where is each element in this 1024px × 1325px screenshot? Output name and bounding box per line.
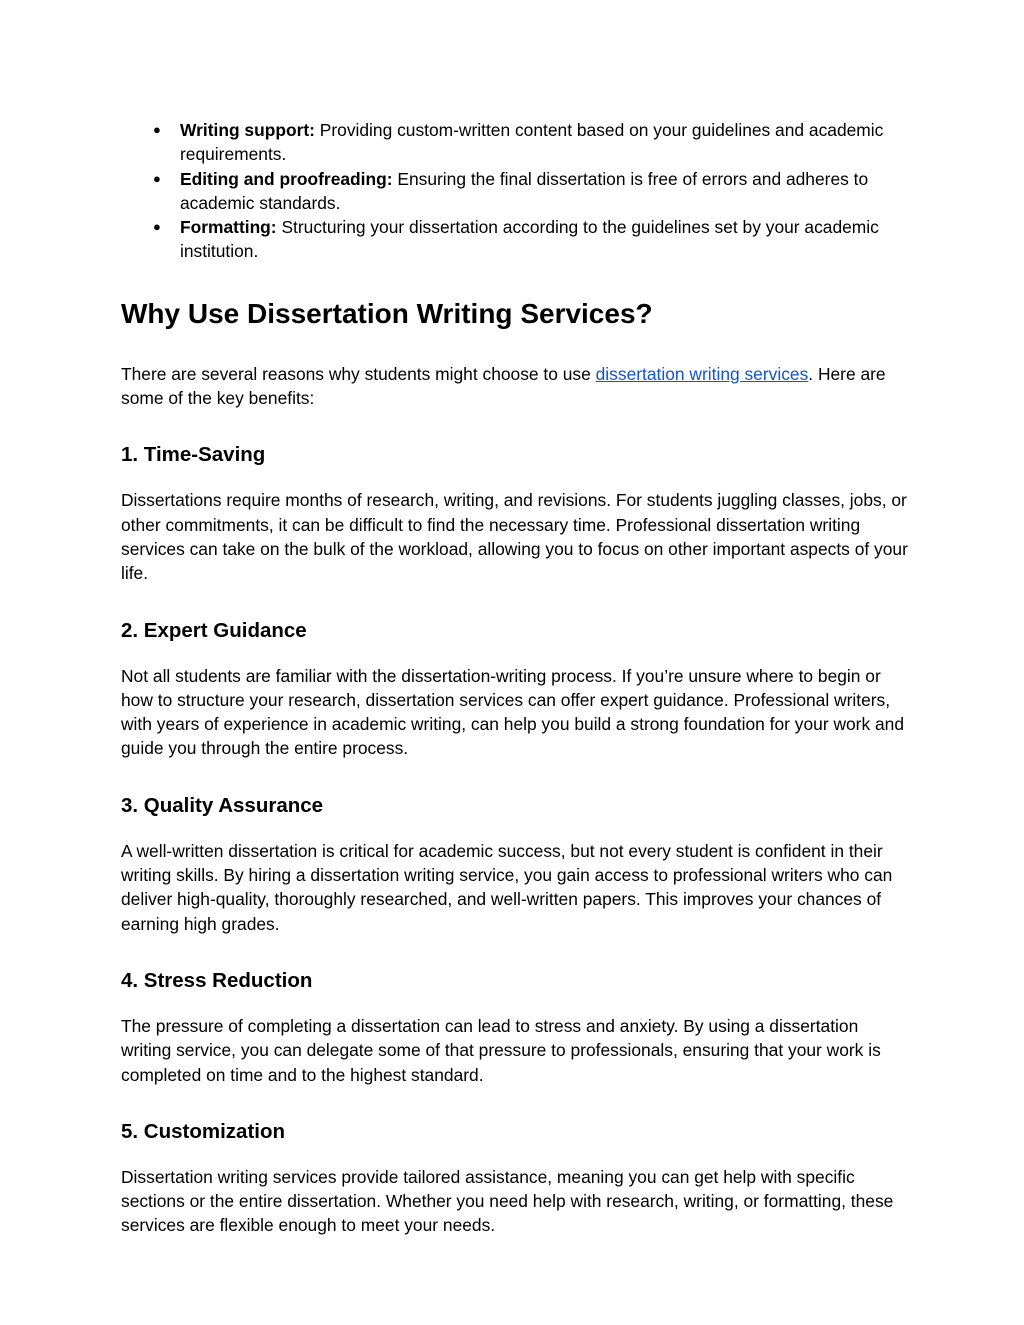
service-bullet-list: [121, 118, 911, 264]
intro-text-after: . Here are some of the key benefits:: [121, 363, 886, 409]
intro-text-before: There are several reasons why students might choose to use: [121, 363, 596, 384]
section-body-time-saving: Dissertations require months of research, writing, and revisions. For students juggling classes, jobs, or other commitments, it can be difficult to find the necessary time. Professional dissertation writing services can take on the bulk of the workload, allowing you to focus on other important aspects of your life.: [121, 490, 908, 584]
section-title-customization: 5. Customization: [121, 1119, 286, 1143]
bullet-label: Formatting:: [180, 217, 277, 238]
section-title-stress-reduction: 4. Stress Reduction: [121, 968, 313, 992]
bullet-text: Providing custom-written content based on your guidelines and academic requirements.: [180, 120, 884, 165]
document-page: [121, 118, 911, 1238]
bullet-label: Editing and proofreading:: [180, 168, 393, 189]
section-body-stress-reduction: The pressure of completing a dissertation can lead to stress and anxiety. By using a dissertation writing service, you can delegate some of that pressure to professionals, ensuring that your work is completed on time and to the highest standard.: [121, 1015, 881, 1085]
section-title-quality-assurance: 3. Quality Assurance: [121, 793, 324, 817]
bullet-dot-icon: ●: [153, 219, 161, 235]
main-heading: Why Use Dissertation Writing Services?: [121, 297, 653, 329]
section-body-customization: Dissertation writing services provide tailored assistance, meaning you can get help with specific sections or the entire dissertation. Whether you need help with research, writing, or formatting, these services are flexible enough to meet your needs.: [121, 1166, 894, 1236]
bullet-label: Writing support:: [180, 120, 315, 140]
intro-paragraph: [121, 362, 911, 411]
bullet-text: Structuring your dissertation according to the guidelines set by your academic institution.: [180, 217, 879, 262]
section-body-expert-guidance: Not all students are familiar with the dissertation-writing process. If you’re unsure where to begin or how to structure your research, dissertation services can offer expert guidance. Professional writers, with years of experience in academic writing, can help you build a strong foundation for your work and guide you through the entire process.: [121, 665, 905, 759]
bullet-item: [121, 215, 911, 264]
bullet-item: [121, 167, 911, 216]
bullet-item: [121, 118, 911, 167]
dissertation-services-link[interactable]: dissertation writing services: [595, 363, 809, 384]
bullet-dot-icon: ●: [153, 122, 161, 137]
section-title-expert-guidance: 2. Expert Guidance: [121, 618, 307, 642]
bullet-text: Ensuring the final dissertation is free of errors and adheres to academic standards.: [180, 168, 869, 213]
section-body-quality-assurance: A well-written dissertation is critical for academic success, but not every student is confident in their writing skills. By hiring a dissertation writing service, you gain access to professional writers who can deliver high-quality, thoroughly researched, and well-written papers. This improves your chances of earning high grades.: [121, 840, 893, 934]
bullet-dot-icon: ●: [153, 170, 161, 186]
section-title-time-saving: 1. Time-Saving: [121, 443, 266, 467]
